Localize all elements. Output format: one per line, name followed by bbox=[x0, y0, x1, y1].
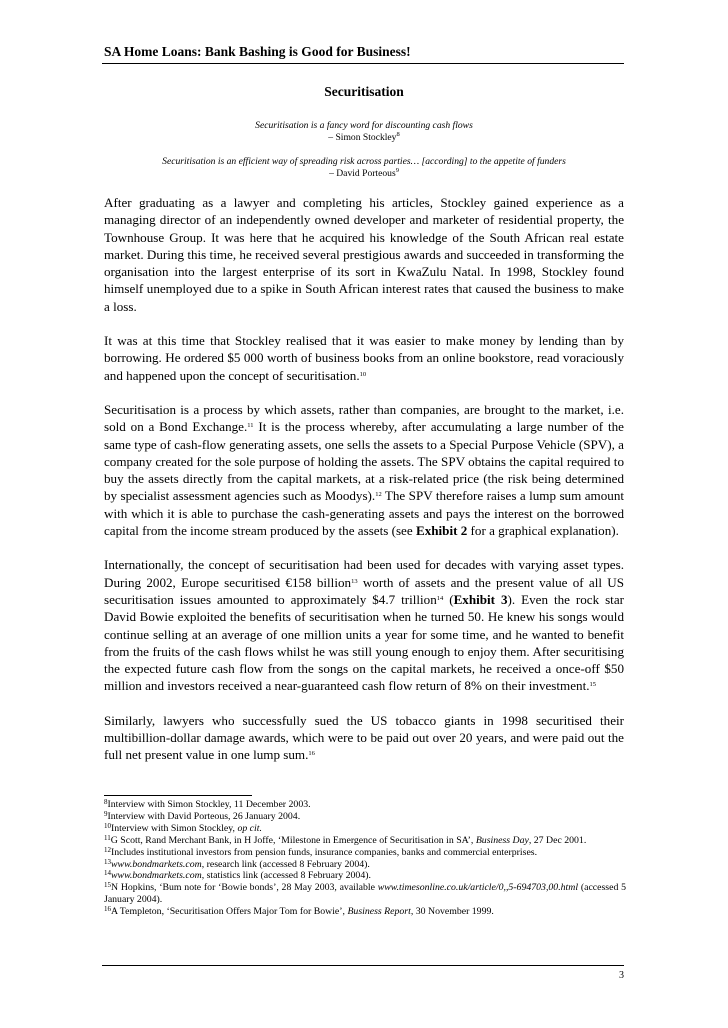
running-header: SA Home Loans: Bank Bashing is Good for Business! bbox=[104, 44, 411, 59]
paragraph-text: ). Even the rock star David Bowie exploited the benefits of securitisation when he turned 50. He knew his songs would continue selling at an average of one million units a year for some time, and he wanted to benefit from the fruits of the cash flows whilst he was still young enough to enjoy them. After securitising the expected future cash flow from the songs on the capital markets, he received a once-off $50 million and investors received a near-guaranteed cash flow return of 8% on their investment. bbox=[104, 591, 624, 694]
paragraph-text: Internationally, the concept of securitisation had been used for decades with varying asset types. During 2002, Europe securitised €158 billion bbox=[104, 557, 624, 590]
body-text bbox=[104, 194, 624, 781]
attribution-text: – Simon Stockley bbox=[328, 131, 397, 143]
exhibit-reference: Exhibit 3 bbox=[453, 591, 508, 607]
paragraph-text: worth of assets and the present value of all US securitisation issues amounted to approximately $4.7 trillion bbox=[104, 574, 624, 607]
footnote-link: www.timesonline.co.uk/article/0,,5-694703,00.html bbox=[377, 882, 579, 894]
footnote-ref: 11 bbox=[247, 422, 254, 430]
footnotes bbox=[104, 799, 626, 918]
quote-text: Securitisation is an efficient way of spreading risk across parties… [according] to the appetite of funders bbox=[162, 156, 566, 167]
section-heading bbox=[0, 84, 728, 100]
paragraph-text: After graduating as a lawyer and completing his articles, Stockley gained experience as a managing director of an independently owned developer and marketer of residential property, the Townhouse Group. It was here that he acquired his knowledge of the South African real estate market. During this time, he received several prestigious awards and succeeded in transforming the organisation into the largest enterprise of its sort in KwaZulu Natal. In 1998, Stockley found himself unemployed due to a spike in South African interest rates that caused the business to make a loss. bbox=[104, 195, 624, 314]
footnote-16 bbox=[104, 906, 626, 918]
footnote-number: 12 bbox=[104, 845, 111, 854]
footnote-ref: 14 bbox=[436, 594, 444, 602]
footnote-text: A Templeton, ‘Securitisation Offers Major Tom for Bowie’, bbox=[111, 906, 348, 918]
paragraph bbox=[104, 194, 624, 315]
section-heading-text: Securitisation bbox=[324, 84, 404, 99]
footnote-number: 10 bbox=[104, 821, 111, 830]
footnote-italic: Business Report bbox=[347, 906, 411, 918]
header-divider bbox=[102, 63, 624, 64]
paragraph-text: for a graphical explanation). bbox=[467, 523, 619, 539]
footnote-15 bbox=[104, 882, 626, 906]
paragraph bbox=[104, 332, 624, 384]
exhibit-reference: Exhibit 2 bbox=[415, 523, 468, 539]
footnote-divider bbox=[104, 795, 252, 796]
footnote-text: , statistics link (accessed 8 February 2004). bbox=[201, 870, 371, 882]
footnote-italic: Business Day bbox=[475, 834, 529, 846]
epigraph-quote-2 bbox=[104, 156, 624, 180]
footnote-text: Includes institutional investors from pension funds, insurance companies, banks and commercial enterprises. bbox=[111, 846, 538, 858]
quote-text: Securitisation is a fancy word for discounting cash flows bbox=[255, 120, 473, 131]
footnote-number: 11 bbox=[104, 833, 111, 842]
footnote-13 bbox=[104, 859, 626, 871]
footnote-text: , 30 November 1999. bbox=[410, 906, 494, 918]
footnote-text: G Scott, Rand Merchant Bank, in H Joffe, ‘Milestone in Emergence of Securitisation in SA’, bbox=[110, 834, 476, 846]
footnote-ref: 8 bbox=[396, 130, 400, 138]
quote-attribution bbox=[104, 132, 624, 144]
footnote-ref: 16 bbox=[308, 750, 315, 758]
footnote-ref: 10 bbox=[359, 370, 367, 378]
footnote-link: www.bondmarkets.com bbox=[111, 858, 202, 870]
epigraph-quote-1 bbox=[104, 120, 624, 144]
footnote-text: N Hopkins, ‘Bum note for ‘Bowie bonds’, 28 May 2003, available bbox=[111, 882, 378, 894]
footnote-number: 16 bbox=[104, 905, 111, 914]
footnote-ref: 9 bbox=[395, 166, 399, 174]
footnote-14 bbox=[104, 870, 626, 882]
footnote-9 bbox=[104, 811, 626, 823]
footnote-text: Interview with Simon Stockley, 11 December 2003. bbox=[107, 799, 311, 810]
footnote-link: www.bondmarkets.com bbox=[111, 870, 202, 882]
footnote-italic: op cit. bbox=[237, 822, 262, 834]
page-number: 3 bbox=[619, 970, 624, 981]
footnote-12 bbox=[104, 847, 626, 859]
footnote-ref: 15 bbox=[589, 681, 596, 689]
footnote-ref: 12 bbox=[375, 491, 382, 499]
paragraph-text: ( bbox=[443, 591, 454, 607]
footnote-number: 14 bbox=[104, 869, 111, 878]
footnote-text: , research link (accessed 8 February 2004). bbox=[201, 858, 370, 870]
footnote-8 bbox=[104, 799, 626, 811]
footnote-text: (accessed 5 January 2004). bbox=[104, 882, 627, 906]
attribution-text: – David Porteous bbox=[329, 167, 396, 179]
footnote-11 bbox=[104, 835, 626, 847]
paragraph bbox=[104, 556, 624, 694]
paragraph bbox=[104, 401, 624, 539]
paragraph-text: Securitisation is a process by which assets, rather than companies, are brought to the market, i.e. sold on a Bond Exchange. bbox=[104, 401, 624, 435]
paragraph-text: It is the process whereby, after accumulating a large number of the same type of cash-flow generating assets, one sells the assets to a Special Purpose Vehicle (SPV), a company created for the sole purpose of holding the assets. The SPV obtains the capital required to buy the assets directly from the capital markets, at a risk-related price (the risk being determined by specialist assessment agencies such as Moodys). bbox=[104, 419, 624, 504]
footer-divider bbox=[102, 965, 624, 966]
paragraph-text: The SPV therefore raises a lump sum amount with which it is able to purchase the cash-generating assets and pays the interest on the borrowed capital from the income stream produced by the assets (see bbox=[104, 488, 624, 539]
footnote-number: 9 bbox=[104, 809, 108, 818]
footnote-text: Interview with Simon Stockley, bbox=[111, 822, 238, 834]
paragraph bbox=[104, 712, 624, 764]
footnote-ref: 13 bbox=[351, 577, 358, 585]
footnote-text: Interview with David Porteous, 26 January 2004. bbox=[107, 810, 301, 822]
quote-attribution bbox=[104, 168, 624, 180]
paragraph-text: It was at this time that Stockley realised that it was easier to make money by lending than by borrowing. He ordered $5 000 worth of business books from an online bookstore, read voraciously and happened upon the concept of securitisation. bbox=[104, 333, 624, 383]
footnote-text: , 27 Dec 2001. bbox=[528, 834, 587, 846]
footnote-number: 13 bbox=[104, 857, 111, 866]
footnote-number: 8 bbox=[104, 798, 108, 806]
footnote-10 bbox=[104, 823, 626, 835]
footnote-number: 15 bbox=[104, 881, 111, 890]
paragraph-text: Similarly, lawyers who successfully sued the US tobacco giants in 1998 securitised their multibillion-dollar damage awards, which were to be paid out over 20 years, and were paid out the full net present value in one lump sum. bbox=[104, 712, 624, 763]
